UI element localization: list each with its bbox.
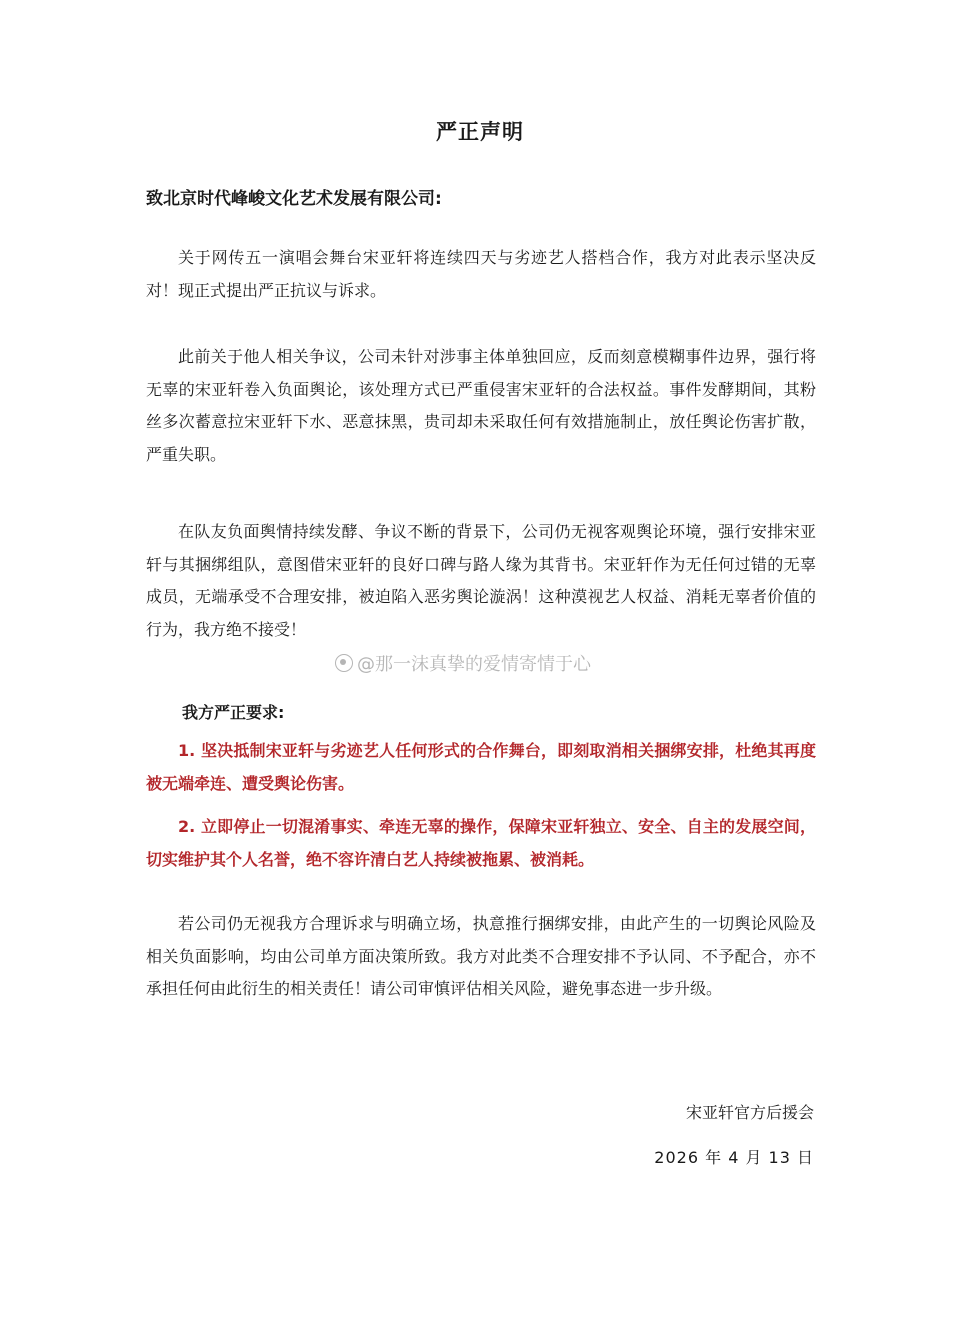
demand-item-2: 2. 立即停止一切混淆事实、牵连无辜的操作，保障宋亚轩独立、安全、自主的发展空间，切实维护其个人名誉，绝不容许清白艺人持续被拖累、被消耗。 — [146, 817, 816, 869]
demands-heading: 我方严正要求: — [182, 703, 285, 722]
paragraph-3: 在队友负面舆情持续发酵、争议不断的背景下，公司仍无视客观舆论环境，强行安排宋亚轩与其捆绑组队，意图借宋亚轩的良好口碑与路人缘为其背书。宋亚轩作为无任何过错的无辜成员，无端承受不合理安排，被迫陷入恶劣舆论漩涡！这种漠视艺人权益、消耗无辜者价值的行为，我方绝不接受！ — [146, 522, 816, 639]
demand-item-1: 1. 坚决抵制宋亚轩与劣迹艺人任何形式的合作舞台，即刻取消相关捆绑安排，杜绝其再度被无端牵连、遭受舆论伤害。 — [146, 741, 816, 793]
paragraph-1: 关于网传五一演唱会舞台宋亚轩将连续四天与劣迹艺人搭档合作，我方对此表示坚决反对！现正式提出严正抗议与诉求。 — [146, 248, 816, 300]
paragraph-2: 此前关于他人相关争议，公司未针对涉事主体单独回应，反而刻意模糊事件边界，强行将无辜的宋亚轩卷入负面舆论，该处理方式已严重侵害宋亚轩的合法权益。事件发酵期间，其粉丝多次蓄意拉宋亚轩下水、恶意抹黑，贵司却未采取任何有效措施制止，放任舆论伤害扩散，严重失职。 — [146, 347, 816, 464]
document-date: 2026 年 4 月 13 日 — [654, 1148, 814, 1167]
document-title: 严正声明 — [436, 120, 524, 144]
signature: 宋亚轩官方后援会 — [685, 1103, 814, 1122]
closing-paragraph: 若公司仍无视我方合理诉求与明确立场，执意推行捆绑安排，由此产生的一切舆论风险及相关负面影响，均由公司单方面决策所致。我方对此类不合理安排不予认同、不予配合，亦不承担任何由此衍生的相关责任！请公司审慎评估相关风险，避免事态进一步升级。 — [146, 914, 816, 998]
addressee-line: 致北京时代峰峻文化艺术发展有限公司: — [146, 189, 442, 209]
weibo-icon — [335, 654, 353, 672]
watermark — [335, 650, 591, 680]
watermark-text: @那一沫真挚的爱情寄情于心 — [357, 654, 591, 675]
